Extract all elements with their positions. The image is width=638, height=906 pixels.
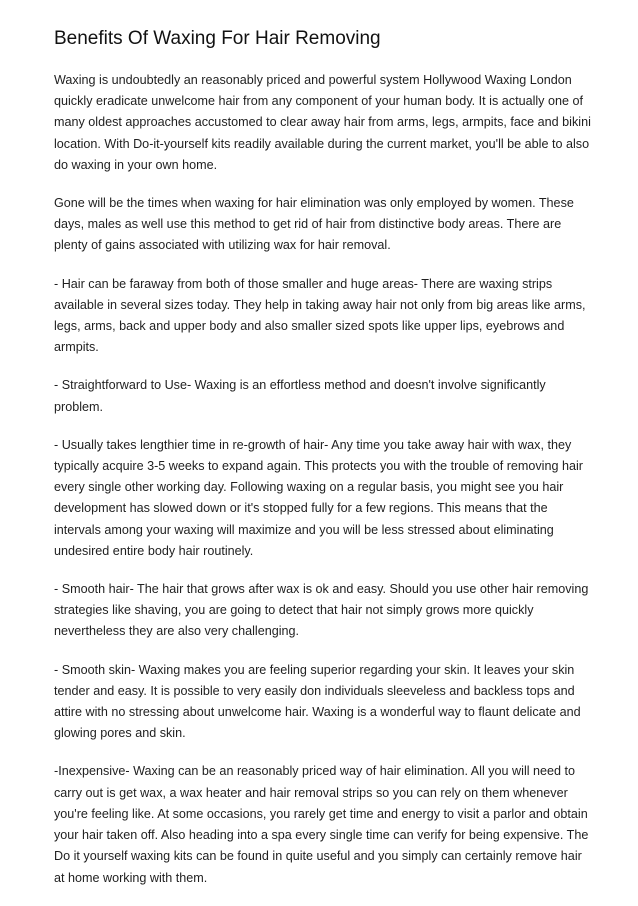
document-title: Benefits Of Waxing For Hair Removing — [54, 28, 381, 49]
paragraph-smooth-hair: - Smooth hair- The hair that grows after wax is ok and easy. Should you use other hair removing strategies like shaving, you are going to detect that hair not simply grows more quickly nevertheless they are also very challenging. — [54, 582, 589, 639]
paragraph-inexpensive: -Inexpensive- Waxing can be an reasonably priced way of hair elimination. All you will need to carry out is get wax, a wax heater and hair removal strips so you can rely on them whenever you're feeling like. At some occasions, you rarely get time and energy to visit a parlor and obtain your hair taken off. Also heading into a spa every single time can verify for being expensive. The Do it yourself waxing kits can be found in quite useful and you simply can certainly remove hair at home working with them. — [54, 764, 589, 885]
paragraph-regrowth: - Usually takes lengthier time in re-growth of hair- Any time you take away hair with wax, they typically acquire 3-5 weeks to expand again. This protects you with the trouble of removing hair every single other working day. Following waxing on a regular basis, you might see you hair development has slowed down or it's stopped fully for a few regions. This means that the intervals among your waxing will maximize and you will be less stressed about eliminating undesired entire body hair routinely. — [54, 437, 583, 558]
paragraph-smooth-skin: - Smooth skin- Waxing makes you are feeling superior regarding your skin. It leaves your skin tender and easy. It is possible to very easily don individuals sleeveless and backless tops and attire with no stressing about unwelcome hair. Waxing is a wonderful way to flaunt delicate and glowing pores and skin. — [54, 662, 581, 741]
document-page — [54, 27, 594, 906]
paragraph-intro: Waxing is undoubtedly an reasonably priced and powerful system Hollywood Waxing London quickly eradicate unwelcome hair from any component of your human body. It is actually one of many oldest approaches accustomed to clear away hair from arms, legs, armpits, face and bikini location. With Do-it-yourself kits readily available during the current market, you'll be able to also do waxing in your own home. — [54, 73, 591, 172]
paragraph-men-waxing: Gone will be the times when waxing for hair elimination was only employed by women. These days, males as well use this method to get rid of hair from distinctive body areas. There are plenty of gains associated with utilizing wax for hair removal. — [54, 196, 574, 253]
paragraph-easy-use: - Straightforward to Use- Waxing is an effortless method and doesn't involve significantly problem. — [54, 378, 546, 414]
paragraph-areas: - Hair can be faraway from both of those smaller and huge areas- There are waxing strips available in several sizes today. They help in taking away hair not only from big areas like arms, legs, arms, back and upper body and also smaller sized spots like upper lips, eyebrows and armpits. — [54, 276, 586, 355]
